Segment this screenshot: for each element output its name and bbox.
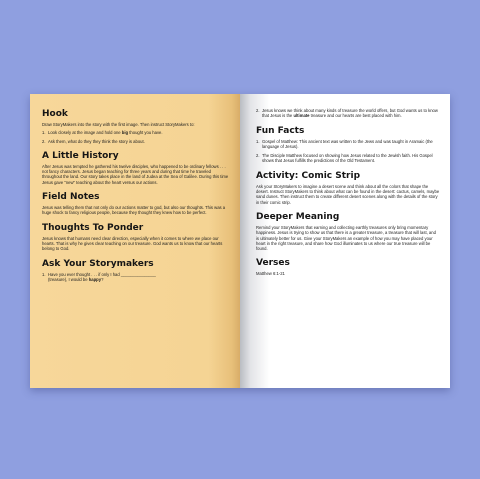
list-item: 1. Have you ever thought . . . if only I had _______________ (treasure), I would be happy? [42, 271, 156, 282]
list-item: 1. Look closely at the image and hold one big thought you have. [42, 130, 163, 136]
left-page [30, 94, 240, 388]
history-heading: A Little History [42, 150, 119, 161]
deeper-text: Remind your StoryMakers that earning and collecting earthly treasures only bring momentary happiness. Jesus is trying to show us that there is a greater treasure, a treasure that will last, and is ultimately better for us. Give your StoryMakers an example of how you may have placed your heart in the right treasure, and share how God illuminates to us where our true treasure will be found. [256, 224, 436, 252]
comic-heading: Activity: Comic Strip [256, 170, 361, 181]
hook-heading: Hook [42, 109, 68, 119]
ask-heading: Ask Your Storymakers [42, 258, 154, 269]
fun-facts-heading: Fun Facts [256, 125, 305, 136]
deeper-section [256, 212, 440, 251]
list-item: 2. The Disciple Matthew focused on showing how Jesus related to the Jewish faith. His Gospel shows that Jesus fulfills the predictions of the Old Testament. [256, 153, 433, 164]
hook-intro: Draw StoryMakers into the story with the first image. Then instruct StoryMakers to: [42, 122, 195, 127]
thoughts-heading: Thoughts To Ponder [42, 222, 144, 233]
verses-heading: Verses [256, 258, 290, 269]
right-page [240, 94, 450, 388]
verses-text: Matthew 6:1-21 [256, 271, 285, 277]
hook-list [42, 130, 230, 144]
field-notes-section [42, 192, 230, 216]
open-booklet [30, 94, 450, 388]
list-item: 2. Jesus knows we think about many kinds of treasure the world offers, but God wants us to know that Jesus is the ultimate treasure and our hearts are best placed with him. [256, 108, 438, 119]
verses-section [256, 258, 440, 276]
list-item: 1. Gospel of Matthew: This ancient text was written to the Jews and was taught in Aramaic (the language of Jesus). [256, 138, 433, 149]
fun-facts-list [256, 139, 440, 164]
ask-list-continued [256, 108, 440, 119]
field-notes-heading: Field Notes [42, 192, 100, 203]
fun-facts-section [256, 126, 440, 164]
comic-text: Ask your StoryMakers to imagine a desert scene and think about all the colors that shape the desert. Instruct StoryMakers to think about what can be found in the desert: cactus, camels, maybe sand dunes. Then instruct them to create different desert scenes along with the details of the story in their comic strip. [256, 183, 440, 205]
list-item: 2. Ask them, what do they they think the story is about. [42, 138, 145, 144]
hook-section [42, 109, 230, 144]
history-section [42, 151, 230, 185]
ask-continued [256, 108, 440, 119]
ask-list [42, 272, 230, 283]
field-notes-text: Jesus was telling them that not only do our actions matter to god, but also our thoughts. This was a huge shock to fancy religious people, because they thought they knew how to be perfect. [42, 205, 226, 216]
ask-section [42, 259, 230, 283]
deeper-heading: Deeper Meaning [256, 211, 340, 222]
history-text: After Jesus was tempted he gathered his twelve disciples, who happened to be ordinary fellows . . . not fancy characters. Jesus began teaching for three years and during that time he traveled throughout the land. Our story takes place in the land of Judea at the Sea of Galilee. During this time Jesus gave "new" teaching about the heart versus our actions. [42, 163, 229, 185]
comic-section [256, 171, 440, 205]
thoughts-section [42, 223, 230, 252]
thoughts-text: Jesus knows that humans need clear direction, especially when it comes to where we place our hearts. That is why he gives clear teaching on our treasure. God wants us to know that our hearts belong to God. [42, 235, 223, 252]
